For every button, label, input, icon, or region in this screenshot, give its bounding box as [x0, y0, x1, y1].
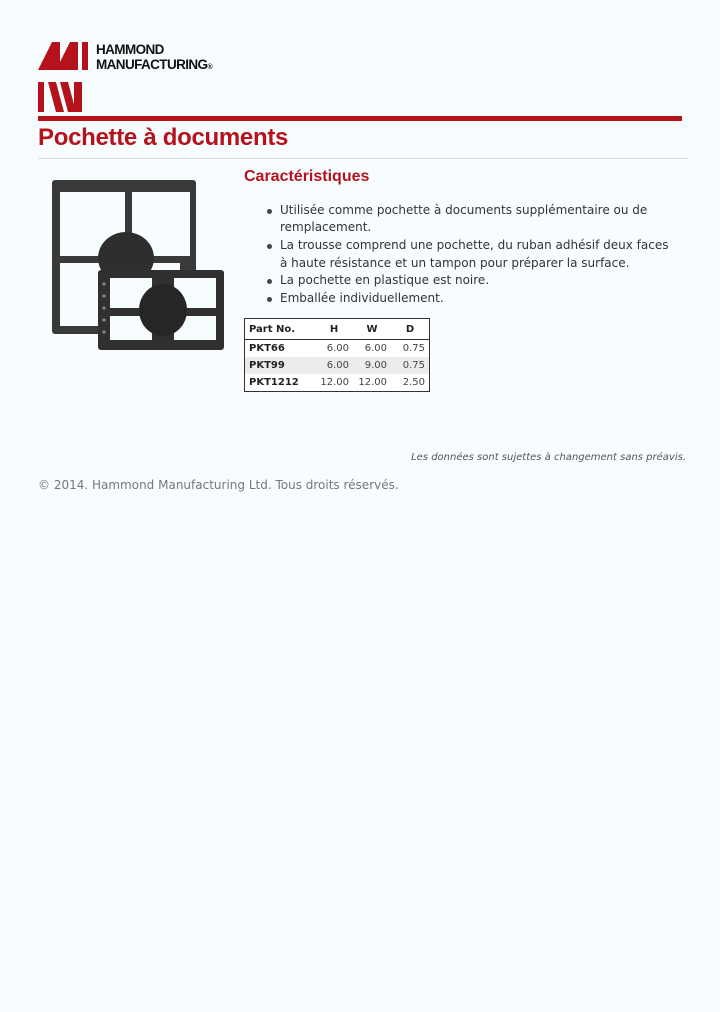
width-cell: 6.00 [364, 343, 387, 354]
height-cell: 6.00 [315, 357, 353, 374]
col-header-d: D [391, 319, 430, 340]
specs-table [244, 318, 430, 392]
part-number-cell: PKT66 [249, 343, 285, 354]
height-cell: 6.00 [326, 343, 349, 354]
page-title: Pochette à documents [38, 124, 289, 151]
brand-logo [38, 42, 228, 114]
depth-cell: 0.75 [391, 357, 430, 374]
table-row [245, 374, 430, 392]
registered-mark: ® [207, 64, 213, 71]
title-divider [38, 158, 688, 159]
disclaimer-note: Les données sont sujettes à changement sans préavis. [411, 452, 686, 463]
document-pocket-image [48, 178, 226, 350]
part-number-cell: PKT99 [245, 357, 316, 374]
feature-item: Utilisée comme pochette à documents supplémentaire ou de remplacement. [262, 202, 672, 237]
brand-name-line1: HAMMOND [96, 42, 164, 57]
brand-name-line2: MANUFACTURING [96, 57, 208, 72]
col-header-part-no: Part No. [245, 319, 316, 340]
header-red-bar [38, 116, 682, 121]
col-header-w: W [353, 319, 391, 340]
depth-cell: 0.75 [402, 343, 425, 354]
table-header-row [245, 319, 430, 340]
table-row [245, 340, 430, 358]
feature-item: La pochette en plastique est noire. [262, 272, 672, 289]
copyright-notice: © 2014. Hammond Manufacturing Ltd. Tous droits réservés. [38, 478, 399, 492]
features-list [262, 202, 672, 308]
depth-cell: 2.50 [402, 377, 425, 388]
part-number-cell: PKT1212 [249, 377, 299, 388]
feature-item: Emballée individuellement. [262, 290, 672, 307]
width-cell: 12.00 [358, 377, 387, 388]
height-cell: 12.00 [320, 377, 349, 388]
feature-item: La trousse comprend une pochette, du ruban adhésif deux faces à haute résistance et un tampon pour préparer la surface. [262, 237, 672, 272]
width-cell: 9.00 [353, 357, 391, 374]
features-heading: Caractéristiques [244, 168, 370, 185]
col-header-h: H [315, 319, 353, 340]
hammond-logo-icon [38, 42, 90, 112]
table-row [245, 357, 430, 374]
